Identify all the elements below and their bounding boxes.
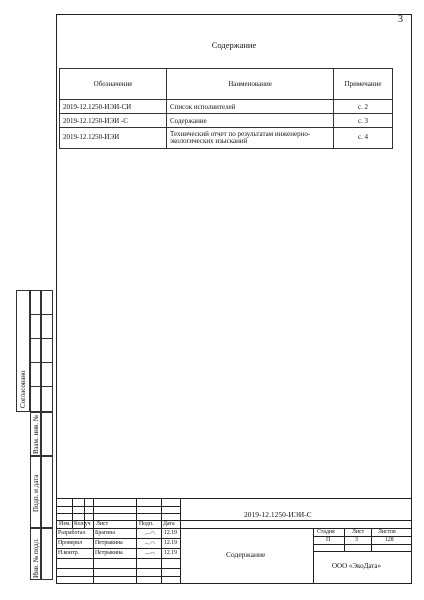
stamp-doc-code: 2019-12.1250-ИЭИ-С (244, 510, 312, 519)
table-header-row (60, 69, 393, 100)
sign-date-label: Подп. и дата (32, 474, 40, 512)
inv-original-value-cell (41, 528, 53, 580)
header-note: Примечание (334, 69, 393, 100)
row-note: с. 4 (334, 128, 393, 149)
grid-divider (30, 362, 53, 363)
agreed-label: Согласовано (19, 370, 27, 408)
grid-divider (30, 338, 53, 339)
role-checked: Проверил (58, 540, 83, 546)
date-checked: 12.19 (164, 540, 178, 546)
header-designation: Обозначение (60, 69, 167, 100)
inv-replace-label: Взам. инв. № (32, 414, 40, 454)
inv-replace-value-cell (41, 412, 53, 456)
header-name: Наименование (167, 69, 334, 100)
name-checked: Петрыкина (95, 540, 123, 546)
name-norm-control: Петрыкина (95, 550, 123, 556)
label-sheets: Листов (378, 529, 396, 535)
stamp-doc-name: Содержание (226, 550, 266, 559)
label-stage: Стадия (317, 529, 335, 535)
title-block (56, 498, 412, 584)
organization-name: ООО «ЭкоДата» (332, 562, 382, 570)
row-designation: 2019-12.1250-ИЭИ-СИ (60, 100, 167, 114)
table-row (60, 100, 393, 114)
role-norm-control: Н.контр. (58, 550, 80, 556)
row-note: с. 3 (334, 114, 393, 128)
inv-original-label: Инв. № подл. (32, 538, 40, 578)
row-designation: 2019-12.1250-ИЭИ -С (60, 114, 167, 128)
grid-cell (41, 290, 53, 412)
row-name: Содержание (167, 114, 334, 128)
contents-table (59, 68, 393, 149)
grid-divider (30, 386, 53, 387)
grid-divider (30, 314, 53, 315)
col-signature: Подп. (139, 521, 154, 527)
value-sheet: 3 (355, 537, 358, 543)
date-developed: 12.19 (164, 530, 178, 536)
signature-mark (144, 531, 156, 536)
name-developed: Брагина (95, 530, 115, 536)
col-qty: Кол.уч (74, 521, 91, 527)
col-sheet: Лист (96, 521, 109, 527)
col-change: Изм. (59, 521, 71, 527)
value-sheets-total: 128 (385, 537, 394, 543)
signature-mark (144, 551, 156, 556)
document-title: Содержание (211, 40, 257, 50)
label-sheet: Лист (352, 529, 365, 535)
table-row (60, 128, 393, 149)
row-name: Технический отчет по результатам инженерно-экологических изысканий (167, 128, 334, 149)
sign-date-value-cell (41, 456, 53, 528)
row-note: с. 2 (334, 100, 393, 114)
col-date: Дата (163, 521, 175, 527)
table-row (60, 114, 393, 128)
row-designation: 2019-12.1250-ИЭИ (60, 128, 167, 149)
value-stage: П (326, 537, 331, 543)
page-number: 3 (398, 14, 403, 25)
row-name: Список исполнителей (167, 100, 334, 114)
grid-cell (30, 290, 41, 412)
signature-mark (144, 541, 156, 546)
role-developed: Разработал (58, 530, 86, 536)
date-norm-control: 12.19 (164, 550, 178, 556)
